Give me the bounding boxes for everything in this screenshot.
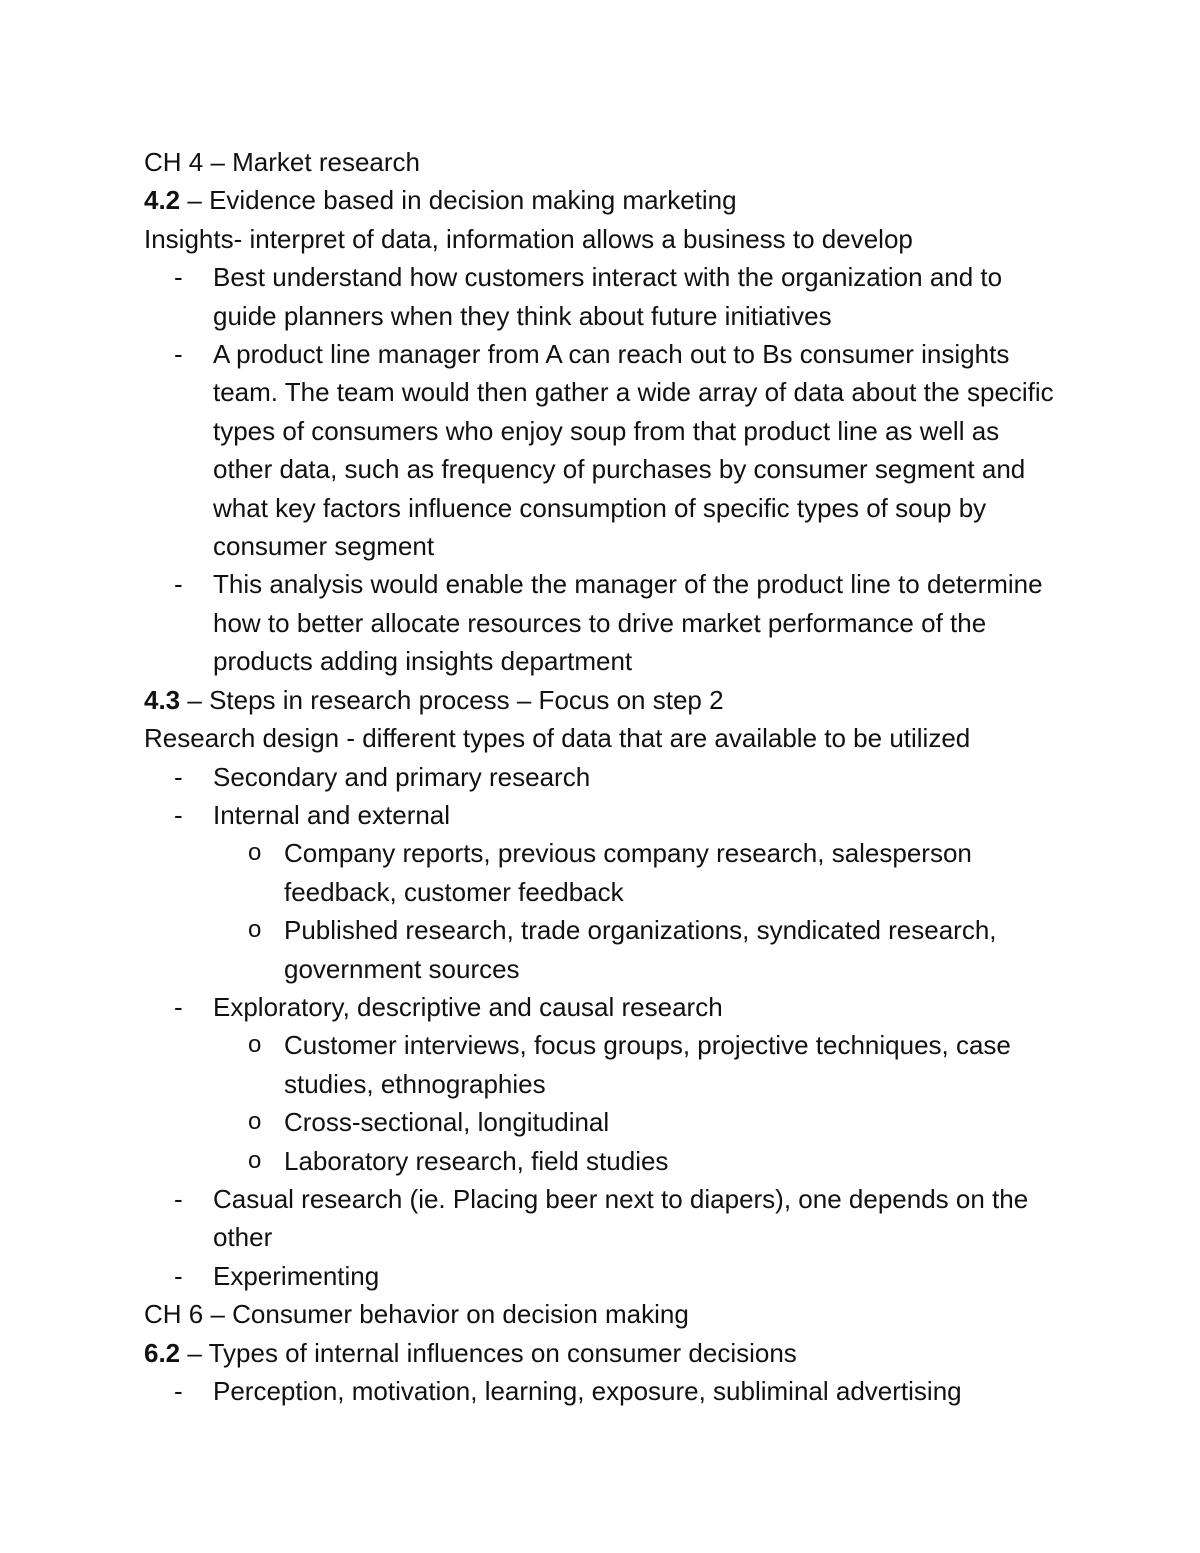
sub-list-item-text: Published research, trade organizations, syndicated research, government sources [284, 915, 997, 984]
document-page [144, 143, 1074, 1410]
dash-bullet: - [174, 991, 183, 1022]
sub-list-item [144, 1103, 1074, 1141]
sub-list-item [144, 1142, 1074, 1180]
list-item [144, 335, 1074, 565]
sub-list-item [144, 911, 1074, 988]
list-item [144, 758, 1074, 796]
list-item-text: Secondary and primary research [213, 761, 591, 792]
insights-text: Insights- interpret of data, information allows a business to develop [144, 223, 913, 254]
list-item-text: A product line manager from A can reach out to Bs consumer insights team. The team would then gather a wide array of data about the specific types of consumers who enjoy soup from that product line as well as other data, such as frequency of purchases by consumer segment and what key factors influence consumption of specific types of soup by consumer segment [213, 339, 1054, 562]
dash-bullet: - [174, 761, 183, 792]
dash-bullet: - [174, 569, 183, 600]
section-4-3-title: – Steps in research process – Focus on step 2 [180, 684, 724, 715]
section-4-2-number: 4.2 [144, 185, 181, 216]
research-design-definition [144, 719, 1074, 757]
insights-definition [144, 220, 1074, 258]
dash-bullet: - [174, 799, 183, 830]
list-item [144, 1372, 1074, 1410]
sub-list-item [144, 834, 1074, 911]
dash-bullet: - [174, 1260, 183, 1291]
sub-list-item-text: Company reports, previous company research, salesperson feedback, customer feedback [284, 838, 972, 907]
section-4-3-heading [144, 681, 1074, 719]
list-item-text: Best understand how customers interact with the organization and to guide planners when they think about future initiatives [213, 262, 1003, 331]
circle-bullet: o [248, 1146, 262, 1174]
dash-bullet: - [174, 1183, 183, 1214]
section-6-2-title: – Types of internal influences on consumer decisions [180, 1337, 797, 1368]
list-item-text: Perception, motivation, learning, exposure, subliminal advertising [213, 1376, 962, 1406]
chapter-4-title: CH 4 – Market research [144, 147, 420, 177]
chapter-6-heading [144, 1295, 1074, 1333]
list-item-text: Experimenting [213, 1260, 380, 1291]
section-4-3-number: 4.3 [144, 684, 181, 715]
research-design-text: Research design - different types of data that are available to be utilized [144, 723, 971, 754]
list-item-text: Internal and external [213, 799, 451, 830]
chapter-6-title: CH 6 – Consumer behavior on decision making [144, 1299, 689, 1330]
section-6-2-heading [144, 1334, 1074, 1372]
circle-bullet: o [248, 839, 262, 867]
circle-bullet: o [248, 1031, 262, 1059]
dash-bullet: - [174, 1376, 183, 1406]
circle-bullet: o [248, 1108, 262, 1136]
list-item [144, 796, 1074, 834]
list-item [144, 258, 1074, 335]
list-item [144, 1180, 1074, 1257]
sub-list-item-text: Laboratory research, field studies [284, 1145, 669, 1176]
circle-bullet: o [248, 916, 262, 944]
dash-bullet: - [174, 339, 183, 370]
sub-list-item [144, 1026, 1074, 1103]
section-4-2-heading [144, 181, 1074, 219]
list-item-text: Casual research (ie. Placing beer next to diapers), one depends on the other [213, 1183, 1029, 1253]
section-4-2-title: – Evidence based in decision making marketing [180, 185, 737, 216]
section-6-2-number: 6.2 [144, 1337, 181, 1368]
list-item-text: This analysis would enable the manager of the product line to determine how to better allocate resources to drive market performance of the products adding insights department [213, 569, 1043, 677]
list-item [144, 565, 1074, 680]
sub-list-item-text: Customer interviews, focus groups, projective techniques, case studies, ethnographies [284, 1030, 1011, 1099]
list-item-text: Exploratory, descriptive and causal research [213, 991, 723, 1022]
dash-bullet: - [174, 262, 183, 293]
list-item [144, 1257, 1074, 1295]
chapter-4-heading [144, 143, 1074, 181]
sub-list-item-text: Cross-sectional, longitudinal [284, 1107, 610, 1138]
list-item [144, 988, 1074, 1026]
